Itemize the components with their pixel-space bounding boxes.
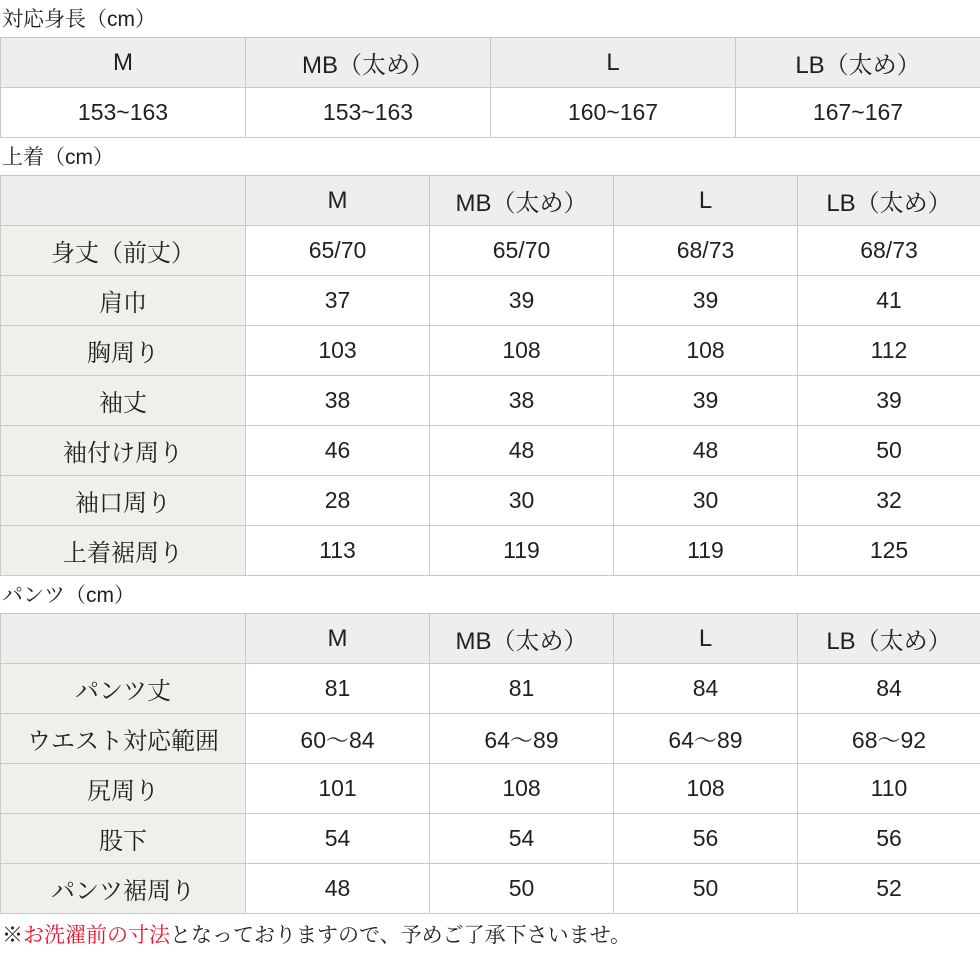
jacket-cell: 119 <box>430 526 614 576</box>
jacket-row-label: 袖付け周り <box>1 426 246 476</box>
jacket-cell: 28 <box>246 476 430 526</box>
jacket-cell: 32 <box>798 476 980 526</box>
jacket-cell: 39 <box>798 376 980 426</box>
jacket-cell: 46 <box>246 426 430 476</box>
height-value: 167~167 <box>736 88 980 138</box>
jacket-cell: 39 <box>614 376 798 426</box>
pants-cell: 84 <box>798 664 980 714</box>
pants-row-label: ウエスト対応範囲 <box>1 714 246 764</box>
jacket-cell: 30 <box>614 476 798 526</box>
jacket-header-corner <box>1 176 246 226</box>
jacket-cell: 38 <box>246 376 430 426</box>
height-size-header: LB（太め） <box>736 38 980 88</box>
pants-size-header: M <box>246 614 430 664</box>
pants-cell: 108 <box>430 764 614 814</box>
jacket-cell: 39 <box>430 276 614 326</box>
table-row <box>1 326 980 376</box>
table-row <box>1 476 980 526</box>
jacket-table <box>0 175 980 576</box>
jacket-cell: 50 <box>798 426 980 476</box>
jacket-row-label: 袖口周り <box>1 476 246 526</box>
jacket-size-header: LB（太め） <box>798 176 980 226</box>
table-row <box>1 526 980 576</box>
pants-cell: 64〜89 <box>614 714 798 764</box>
footnote-highlight: お洗濯前の寸法 <box>23 924 170 947</box>
table-row <box>1 814 980 864</box>
jacket-row-label: 肩巾 <box>1 276 246 326</box>
pants-cell: 56 <box>798 814 980 864</box>
footnote <box>0 914 980 947</box>
jacket-cell: 48 <box>614 426 798 476</box>
jacket-cell: 103 <box>246 326 430 376</box>
footnote-suffix: となっておりますので、予めご了承下さいませ。 <box>170 924 631 947</box>
pants-row-label: 股下 <box>1 814 246 864</box>
pants-cell: 68〜92 <box>798 714 980 764</box>
pants-cell: 101 <box>246 764 430 814</box>
jacket-cell: 68/73 <box>614 226 798 276</box>
pants-cell: 50 <box>430 864 614 914</box>
jacket-size-header: MB（太め） <box>430 176 614 226</box>
table-row <box>1 226 980 276</box>
pants-cell: 54 <box>430 814 614 864</box>
jacket-cell: 48 <box>430 426 614 476</box>
pants-table <box>0 613 980 914</box>
jacket-cell: 125 <box>798 526 980 576</box>
table-row <box>1 864 980 914</box>
jacket-cell: 112 <box>798 326 980 376</box>
pants-section-title: パンツ（cm） <box>2 584 135 607</box>
jacket-size-header: L <box>614 176 798 226</box>
height-table <box>0 37 980 138</box>
footnote-prefix: ※ <box>2 924 23 947</box>
height-value: 153~163 <box>246 88 491 138</box>
jacket-cell: 65/70 <box>246 226 430 276</box>
jacket-row-label: 胸周り <box>1 326 246 376</box>
pants-cell: 54 <box>246 814 430 864</box>
jacket-cell: 37 <box>246 276 430 326</box>
jacket-table-header-row <box>1 176 980 226</box>
pants-cell: 56 <box>614 814 798 864</box>
pants-row-label: 尻周り <box>1 764 246 814</box>
jacket-cell: 108 <box>430 326 614 376</box>
jacket-section-title: 上着（cm） <box>2 146 114 169</box>
table-row <box>1 664 980 714</box>
pants-cell: 60〜84 <box>246 714 430 764</box>
pants-size-header: MB（太め） <box>430 614 614 664</box>
pants-table-header-row <box>1 614 980 664</box>
height-value: 160~167 <box>491 88 736 138</box>
table-row <box>1 376 980 426</box>
jacket-cell: 30 <box>430 476 614 526</box>
jacket-cell: 119 <box>614 526 798 576</box>
pants-cell: 108 <box>614 764 798 814</box>
table-row <box>1 764 980 814</box>
table-row <box>1 426 980 476</box>
height-size-header: L <box>491 38 736 88</box>
pants-cell: 81 <box>430 664 614 714</box>
table-row <box>1 276 980 326</box>
height-size-header: M <box>1 38 246 88</box>
pants-cell: 52 <box>798 864 980 914</box>
jacket-cell: 39 <box>614 276 798 326</box>
table-row <box>1 714 980 764</box>
pants-size-header: LB（太め） <box>798 614 980 664</box>
pants-cell: 81 <box>246 664 430 714</box>
jacket-size-header: M <box>246 176 430 226</box>
pants-row-label: パンツ丈 <box>1 664 246 714</box>
jacket-cell: 65/70 <box>430 226 614 276</box>
jacket-cell: 38 <box>430 376 614 426</box>
jacket-cell: 68/73 <box>798 226 980 276</box>
pants-header-corner <box>1 614 246 664</box>
jacket-row-label: 身丈（前丈） <box>1 226 246 276</box>
height-size-header: MB（太め） <box>246 38 491 88</box>
pants-cell: 50 <box>614 864 798 914</box>
height-value: 153~163 <box>1 88 246 138</box>
pants-row-label: パンツ裾周り <box>1 864 246 914</box>
pants-cell: 110 <box>798 764 980 814</box>
jacket-cell: 41 <box>798 276 980 326</box>
pants-cell: 64〜89 <box>430 714 614 764</box>
height-table-header-row <box>1 38 980 88</box>
pants-cell: 84 <box>614 664 798 714</box>
jacket-cell: 113 <box>246 526 430 576</box>
pants-size-header: L <box>614 614 798 664</box>
table-row <box>1 88 980 138</box>
pants-cell: 48 <box>246 864 430 914</box>
jacket-row-label: 上着裾周り <box>1 526 246 576</box>
jacket-cell: 108 <box>614 326 798 376</box>
jacket-row-label: 袖丈 <box>1 376 246 426</box>
height-section-title: 対応身長（cm） <box>2 8 156 31</box>
